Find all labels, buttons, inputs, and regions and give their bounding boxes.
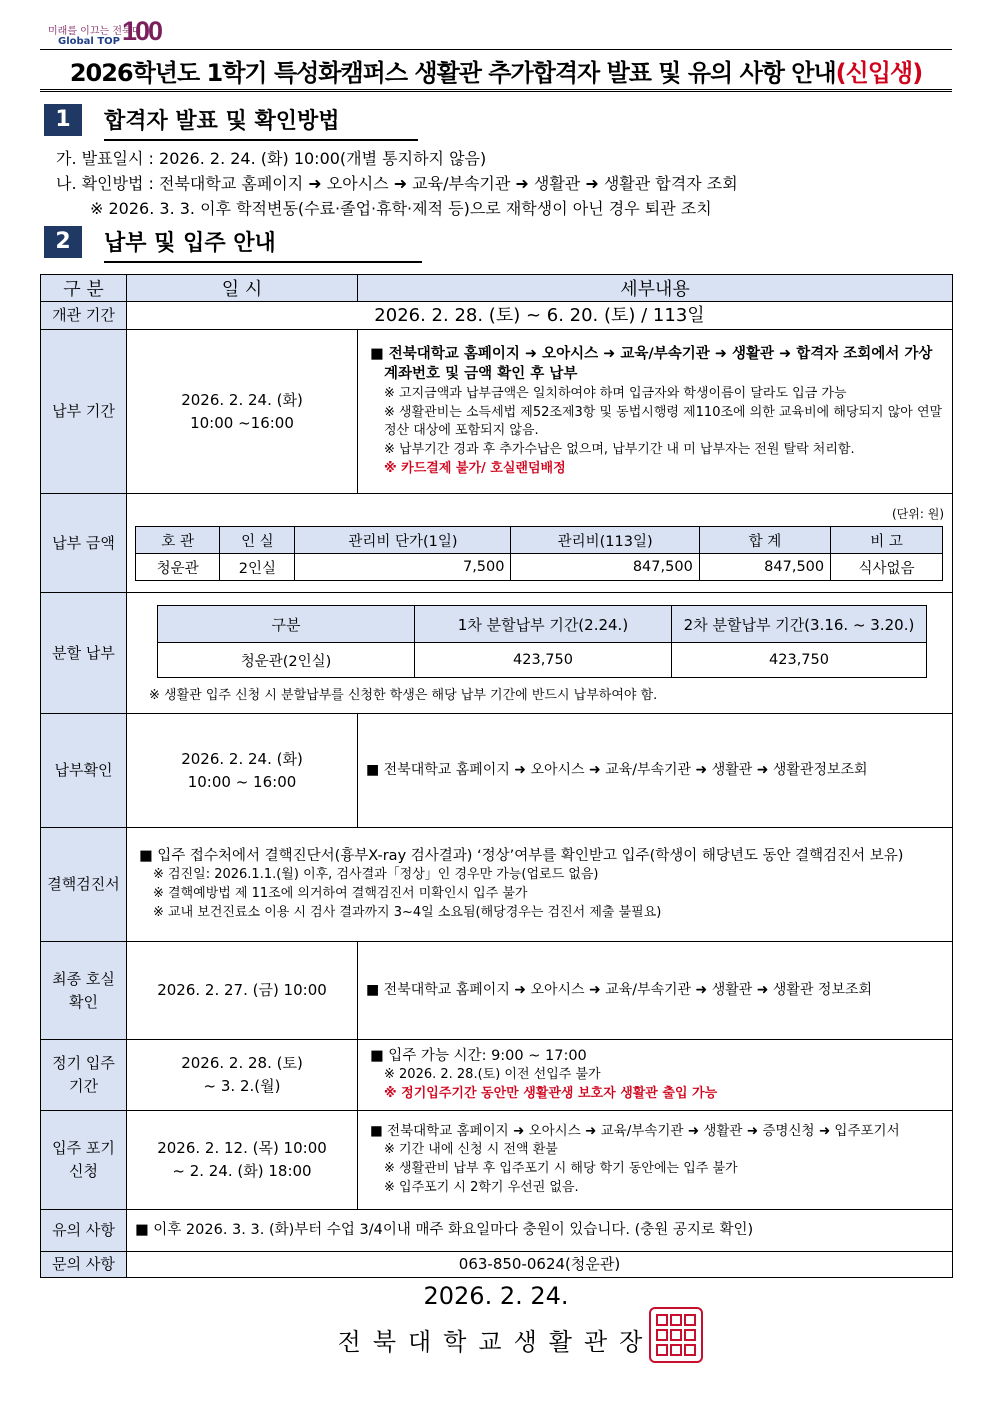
section1-number: 1 <box>44 104 82 136</box>
payment-check-date <box>127 714 358 828</box>
unit-note: (단위: 원) <box>892 507 944 521</box>
payment-amount-cell <box>127 494 953 593</box>
move-in-detail <box>358 1040 953 1111</box>
installment-header-second: 2차 분할납부 기간(3.16. ~ 3.20.) <box>672 606 927 643</box>
withdraw-note3: ※ 입주포기 시 2학기 우선권 없음. <box>384 1179 579 1195</box>
tb-note1: ※ 검진일: 2026.1.1.(월) 이후, 검사결과「정상」인 경우만 가능(업로드 없음) <box>153 867 599 883</box>
section1-title: 합격자 발표 및 확인방법 <box>104 104 418 141</box>
move-in-bullet: ■ 입주 가능 시간: 9:00 ~ 17:00 <box>370 1048 587 1064</box>
room-check-detail: ■ 전북대학교 홈페이지 ➜ 오아시스 ➜ 교육/부속기관 ➜ 생활관 ➜ 생활관 정보조회 <box>358 942 953 1040</box>
installment-note: ※ 생활관 입주 신청 시 분할납부를 신청한 학생은 해당 납부 기간에 반드시 납부하여야 함. <box>149 688 658 703</box>
payment-note4: ※ 카드결제 불가/ 호실랜덤배정 <box>384 461 566 477</box>
withdraw-label2: 신청 <box>69 1161 98 1180</box>
payment-check-date1: 2026. 2. 24. (화) <box>181 750 303 768</box>
move-in-label <box>41 1040 127 1111</box>
payment-period-label: 납부 기간 <box>41 330 127 494</box>
room-check-label1: 최종 호실 <box>52 970 115 988</box>
amount-header-total: 합 계 <box>699 527 830 554</box>
move-in-note1: ※ 2026. 2. 28.(토) 이전 선입주 불가 <box>384 1067 601 1083</box>
opening-label: 개관 기간 <box>41 302 127 330</box>
withdraw-date2: ~ 2. 24. (화) 18:00 <box>172 1161 312 1180</box>
title-bottom-rule <box>40 89 952 92</box>
payment-check-detail: ■ 전북대학교 홈페이지 ➜ 오아시스 ➜ 교육/부속기관 ➜ 생활관 ➜ 생활관정보조회 <box>358 714 953 828</box>
opening-value: 2026. 2. 28. (토) ~ 6. 20. (토) / 113일 <box>127 302 953 330</box>
amount-room: 2인실 <box>220 554 295 581</box>
payment-check-date2: 10:00 ~ 16:00 <box>187 772 297 791</box>
footer-org: 전북대학교생활관장 <box>337 1328 655 1356</box>
tb-label: 결핵검진서 <box>41 828 127 942</box>
move-in-label1: 정기 입주 <box>52 1054 115 1073</box>
logo-number: 100 <box>122 16 162 46</box>
payment-period-bullet: ■ 전북대학교 홈페이지 ➜ 오아시스 ➜ 교육/부속기관 ➜ 생활관 ➜ 합격자 조회에서 가상계좌번호 및 금액 확인 후 납부 <box>370 346 933 383</box>
withdraw-date <box>127 1110 358 1209</box>
amount-total: 847,500 <box>699 554 830 581</box>
contact-label: 문의 사항 <box>41 1251 127 1277</box>
payment-period-detail <box>358 330 953 494</box>
caution-label: 유의 사항 <box>41 1209 127 1251</box>
amount-header-fee: 관리비(113일) <box>511 527 699 554</box>
payment-period-date2: 10:00 ~16:00 <box>190 413 294 432</box>
amount-hall: 청운관 <box>136 554 220 581</box>
withdraw-note2: ※ 생활관비 납부 후 입주포기 시 해당 학기 동안에는 입주 불가 <box>384 1161 738 1176</box>
caution-detail: ■ 이후 2026. 3. 3. (화)부터 수업 3/4이내 매주 화요일마다 충원이 있습니다. (충원 공지로 확인) <box>127 1209 953 1251</box>
installment-table <box>157 605 927 678</box>
move-in-date2: ~ 3. 2.(월) <box>203 1076 281 1095</box>
section2-title: 납부 및 입주 안내 <box>104 226 422 263</box>
installment-cell <box>127 593 953 714</box>
withdraw-label1: 입주 포기 <box>52 1139 115 1158</box>
seal-graphic <box>651 1309 701 1361</box>
installment-header-first: 1차 분할납부 기간(2.24.) <box>415 606 672 643</box>
info-table <box>40 274 953 1278</box>
section1-line3: ※ 2026. 3. 3. 이후 학적변동(수료·졸업·휴학·제적 등)으로 재학생이 아닌 경우 퇴관 조치 <box>90 199 712 218</box>
logo-slogan: 미래를 이끄는 전북대 <box>48 26 142 37</box>
tb-detail <box>127 828 953 942</box>
room-check-label2: 확인 <box>69 992 98 1011</box>
withdraw-note1: ※ 기간 내에 신청 시 전액 환불 <box>384 1142 558 1158</box>
logo-global: Global TOP <box>58 36 120 47</box>
payment-note1: ※ 고지금액과 납부금액은 일치하여야 하며 입금자와 학생이름이 달라도 입금 가능 <box>384 385 847 401</box>
section1-line2: 나. 확인방법 : 전북대학교 홈페이지 ➜ 오아시스 ➜ 교육/부속기관 ➜ 생활관 ➜ 생활관 합격자 조회 <box>56 174 738 193</box>
installment-header-category: 구분 <box>158 606 415 643</box>
page-title-main: 2026학년도 1학기 특성화캠퍼스 생활관 추가합격자 발표 및 유의 사항 안내 <box>69 59 836 87</box>
amount-header-daily: 관리비 단가(1일) <box>295 527 511 554</box>
room-check-date: 2026. 2. 27. (금) 10:00 <box>127 942 358 1040</box>
withdraw-bullet: ■ 전북대학교 홈페이지 ➜ 오아시스 ➜ 교육/부속기관 ➜ 생활관 ➜ 증명신청 ➜ 입주포기서 <box>370 1123 900 1140</box>
installment-label: 분할 납부 <box>41 593 127 714</box>
payment-amount-label: 납부 금액 <box>41 494 127 593</box>
payment-check-label: 납부확인 <box>41 714 127 828</box>
installment-second-amount: 423,750 <box>672 643 927 678</box>
payment-period-date1: 2026. 2. 24. (화) <box>181 391 303 409</box>
amount-remark: 식사없음 <box>831 554 943 581</box>
payment-note3: ※ 납부기간 경과 후 추가수납은 없으며, 납부기간 내 미 납부자는 전원 탈락 처리함. <box>384 442 855 458</box>
move-in-label2: 기간 <box>69 1076 98 1095</box>
payment-note2: ※ 생활관비는 소득세법 제52조제3항 및 동법시행령 제110조에 의한 교육비에 해당되지 않아 연말정산 대상에 포함되지 않음. <box>384 404 943 439</box>
withdraw-date1: 2026. 2. 12. (목) 10:00 <box>157 1139 327 1158</box>
title-top-rule <box>40 49 952 50</box>
tb-bullet: ■ 입주 접수처에서 결핵진단서(흉부X-ray 검사결과) ‘정상’여부를 확인받고 입주(학생이 해당년도 동안 결핵검진서 보유) <box>139 848 904 865</box>
payment-amount-table <box>135 526 943 581</box>
payment-period-date <box>127 330 358 494</box>
header-datetime: 일 시 <box>127 275 358 302</box>
tb-note2: ※ 결핵예방법 제 11조에 의거하여 결핵검진서 미확인시 입주 불가 <box>153 886 528 902</box>
installment-hall: 청운관(2인실) <box>158 643 415 678</box>
section1-line1: 가. 발표일시 : 2026. 2. 24. (화) 10:00(개별 통지하지 않음) <box>56 149 487 168</box>
header-category: 구 분 <box>41 275 127 302</box>
amount-header-room: 인 실 <box>220 527 295 554</box>
withdraw-label <box>41 1110 127 1209</box>
header-details: 세부내용 <box>358 275 953 302</box>
page-title <box>40 53 952 88</box>
page-title-highlight: (신입생) <box>835 59 923 87</box>
amount-header-remark: 비 고 <box>831 527 943 554</box>
installment-first-amount: 423,750 <box>415 643 672 678</box>
amount-fee: 847,500 <box>511 554 699 581</box>
move-in-date1: 2026. 2. 28. (토) <box>181 1054 303 1073</box>
withdraw-detail <box>358 1110 953 1209</box>
section2-number: 2 <box>44 226 82 258</box>
amount-daily: 7,500 <box>295 554 511 581</box>
contact-detail: 063-850-0624(청운관) <box>127 1251 953 1277</box>
tb-note3: ※ 교내 보건진료소 이용 시 검사 결과까지 3~4일 소요됨(해당경우는 검진서 제출 불필요) <box>153 905 662 921</box>
room-check-label <box>41 942 127 1040</box>
university-logo <box>48 18 163 48</box>
official-seal <box>649 1307 703 1363</box>
footer-date: 2026. 2. 24. <box>423 1282 569 1310</box>
move-in-date <box>127 1040 358 1111</box>
amount-header-hall: 호 관 <box>136 527 220 554</box>
move-in-note2: ※ 정기입주기간 동안만 생활관생 보호자 생활관 출입 가능 <box>384 1086 718 1102</box>
